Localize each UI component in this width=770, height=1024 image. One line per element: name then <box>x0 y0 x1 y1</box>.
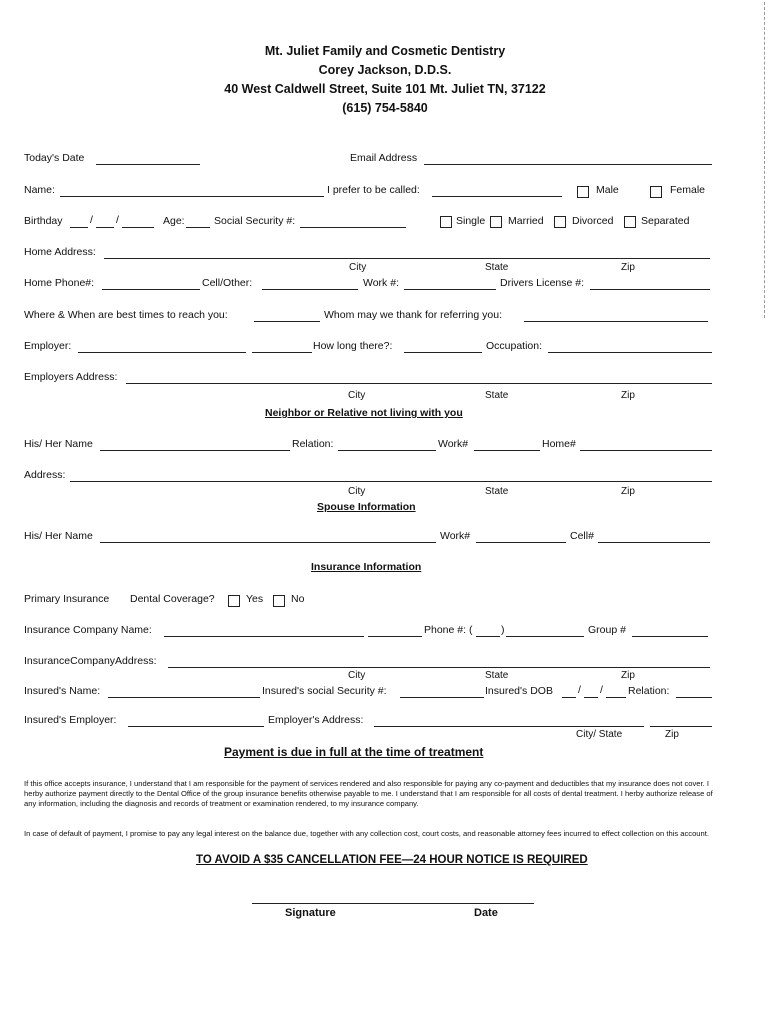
neighbor-city-caption: City <box>348 486 366 497</box>
best-times-field[interactable] <box>254 321 320 322</box>
policy-paragraph-1: If this office accepts insurance, I understand that I am responsible for the payment of services rendered and also responsible for paying any co-payment and deductibles that my insurance does not cover. I herby authorize payment directly to the Dental Office of the group insurance benefits otherwise payable to me. I understand that I am responsible for all costs of dental treatment. I herby authorize release of any information, including the diagnosis and records of treatment or examination rendered, to my insurance company. <box>24 779 713 809</box>
neighbor-address-field[interactable] <box>70 481 712 482</box>
neighbor-work-label: Work# <box>438 438 469 450</box>
ins-company-name-field[interactable] <box>164 636 364 637</box>
insured-employer-label: Insured's Employer: <box>24 714 117 726</box>
employer-field-extra[interactable] <box>252 352 312 353</box>
insurance-section-title: Insurance Information <box>311 561 422 573</box>
occupation-label: Occupation: <box>486 340 543 352</box>
spouse-cell-field[interactable] <box>598 542 710 543</box>
ins-zip-caption: Zip <box>621 670 635 681</box>
how-long-label: How long there?: <box>313 340 393 352</box>
married-label: Married <box>508 215 544 227</box>
separated-label: Separated <box>641 215 690 227</box>
date-label: Date <box>474 907 498 919</box>
insured-name-field[interactable] <box>108 697 260 698</box>
single-label: Single <box>456 215 486 227</box>
neighbor-home-label: Home# <box>542 438 576 450</box>
insured-employer-address-field[interactable] <box>374 726 644 727</box>
insured-dob-label: Insured's DOB <box>485 685 553 697</box>
referral-label: Whom may we thank for referring you: <box>324 309 502 321</box>
female-checkbox[interactable] <box>650 186 662 198</box>
male-label: Male <box>596 184 619 196</box>
spouse-work-field[interactable] <box>476 542 566 543</box>
work-label: Work #: <box>363 277 399 289</box>
insured-ssn-label: Insured's social Security #: <box>262 685 387 697</box>
insured-dob-day-field[interactable] <box>584 697 598 698</box>
birthday-year-field[interactable] <box>122 227 154 228</box>
home-phone-field[interactable] <box>102 289 200 290</box>
neighbor-home-field[interactable] <box>580 450 712 451</box>
neighbor-name-field[interactable] <box>100 450 290 451</box>
signature-line[interactable] <box>252 903 534 904</box>
insured-employer-zip-field[interactable] <box>650 726 712 727</box>
coverage-yes-checkbox[interactable] <box>228 595 240 607</box>
employer-zip-caption: Zip <box>621 390 635 401</box>
work-field[interactable] <box>404 289 496 290</box>
name-field[interactable] <box>60 196 324 197</box>
coverage-no-label: No <box>291 593 305 605</box>
employer-field[interactable] <box>78 352 246 353</box>
separated-checkbox[interactable] <box>624 216 636 228</box>
insured-name-label: Insured's Name: <box>24 685 101 697</box>
home-state-caption: State <box>485 262 509 273</box>
payment-notice: Payment is due in full at the time of treatment <box>224 745 484 759</box>
coverage-no-checkbox[interactable] <box>273 595 285 607</box>
name-label: Name: <box>24 184 55 196</box>
female-label: Female <box>670 184 706 196</box>
birthday-month-field[interactable] <box>70 227 88 228</box>
ins-state-caption: State <box>485 670 509 681</box>
group-num-label: Group # <box>588 624 626 636</box>
employer-address-field[interactable] <box>126 383 712 384</box>
ins-city-caption: City <box>348 670 366 681</box>
today-date-field[interactable] <box>96 164 200 165</box>
insured-relation-label: Relation: <box>628 685 670 697</box>
neighbor-section-title: Neighbor or Relative not living with you <box>265 407 463 419</box>
male-checkbox[interactable] <box>577 186 589 198</box>
age-label: Age: <box>163 215 185 227</box>
insured-zip-caption: Zip <box>665 729 679 740</box>
ins-phone-label: Phone #: ( <box>424 624 473 636</box>
insured-dob-year-field[interactable] <box>606 697 626 698</box>
neighbor-address-label: Address: <box>24 469 66 481</box>
prefer-field[interactable] <box>432 196 562 197</box>
employer-address-label: Employers Address: <box>24 371 118 383</box>
license-field[interactable] <box>590 289 710 290</box>
employer-label: Employer: <box>24 340 72 352</box>
today-date-label: Today's Date <box>24 152 85 164</box>
home-phone-label: Home Phone#: <box>24 277 95 289</box>
home-address-field[interactable] <box>104 258 710 259</box>
best-times-label: Where & When are best times to reach you: <box>24 309 228 321</box>
ins-company-name-label: Insurance Company Name: <box>24 624 152 636</box>
group-num-field[interactable] <box>632 636 708 637</box>
ins-company-address-field[interactable] <box>168 667 710 668</box>
spouse-section-title: Spouse Information <box>317 501 416 513</box>
neighbor-relation-field[interactable] <box>338 450 436 451</box>
spouse-name-field[interactable] <box>100 542 436 543</box>
neighbor-state-caption: State <box>485 486 509 497</box>
license-label: Drivers License #: <box>500 277 585 289</box>
home-address-label: Home Address: <box>24 246 96 258</box>
ins-phone-close: ) <box>501 624 505 636</box>
insured-ssn-field[interactable] <box>400 697 484 698</box>
neighbor-work-field[interactable] <box>474 450 540 451</box>
cancellation-notice: TO AVOID A $35 CANCELLATION FEE—24 HOUR NOTICE IS REQUIRED <box>196 854 588 866</box>
insured-relation-field[interactable] <box>676 697 712 698</box>
city-state-caption: City/ State <box>576 729 623 740</box>
home-city-caption: City <box>349 262 367 273</box>
ins-phone-area-field[interactable] <box>476 636 500 637</box>
spouse-cell-label: Cell# <box>570 530 594 542</box>
cell-field[interactable] <box>262 289 358 290</box>
occupation-field[interactable] <box>548 352 712 353</box>
age-field[interactable] <box>186 227 210 228</box>
ins-company-address-label: InsuranceCompanyAddress: <box>24 655 157 667</box>
home-zip-caption: Zip <box>621 262 635 273</box>
ins-company-name-field-extra[interactable] <box>368 636 422 637</box>
cell-label: Cell/Other: <box>202 277 253 289</box>
how-long-field[interactable] <box>404 352 482 353</box>
primary-insurance-label: Primary Insurance <box>24 593 110 605</box>
single-checkbox[interactable] <box>440 216 452 228</box>
coverage-yes-label: Yes <box>246 593 264 605</box>
signature-label: Signature <box>285 907 336 919</box>
insured-employer-field[interactable] <box>128 726 264 727</box>
practice-name: Mt. Juliet Family and Cosmetic Dentistry <box>264 44 506 58</box>
email-field[interactable] <box>424 164 712 165</box>
neighbor-relation-label: Relation: <box>292 438 334 450</box>
neighbor-zip-caption: Zip <box>621 486 635 497</box>
ins-phone-field[interactable] <box>506 636 584 637</box>
married-checkbox[interactable] <box>490 216 502 228</box>
neighbor-name-label: His/ Her Name <box>24 438 93 450</box>
practice-phone: (615) 754-5840 <box>342 101 428 115</box>
divorced-checkbox[interactable] <box>554 216 566 228</box>
spouse-name-label: His/ Her Name <box>24 530 93 542</box>
divorced-label: Divorced <box>572 215 614 227</box>
practice-address: 40 West Caldwell Street, Suite 101 Mt. Juliet TN, 37122 <box>224 82 546 96</box>
ssn-label: Social Security #: <box>214 215 296 227</box>
insured-dob-month-field[interactable] <box>562 697 576 698</box>
email-label: Email Address <box>350 152 418 164</box>
birthday-day-field[interactable] <box>96 227 114 228</box>
employer-state-caption: State <box>485 390 509 401</box>
referral-field[interactable] <box>524 321 708 322</box>
dental-coverage-label: Dental Coverage? <box>130 593 215 605</box>
insured-employer-address-label: Employer's Address: <box>268 714 364 726</box>
policy-paragraph-2: In case of default of payment, I promise to pay any legal interest on the balance due, together with any collection cost, court costs, and reasonable attorney fees incurred to effect collection on this account. <box>24 829 709 838</box>
birthday-label: Birthday <box>24 215 63 227</box>
ssn-field[interactable] <box>300 227 406 228</box>
spouse-work-label: Work# <box>440 530 471 542</box>
scan-edge-mark <box>764 2 765 318</box>
prefer-label: I prefer to be called: <box>327 184 420 196</box>
doctor-name: Corey Jackson, D.D.S. <box>318 63 452 77</box>
employer-city-caption: City <box>348 390 366 401</box>
